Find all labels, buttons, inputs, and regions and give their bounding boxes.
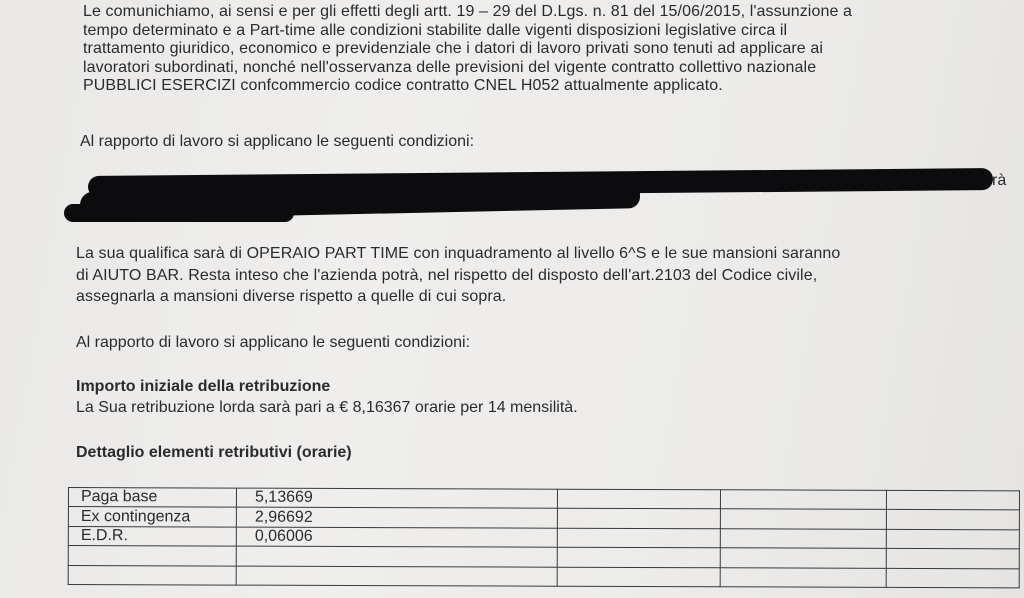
- redaction-mark: [64, 204, 294, 222]
- table-cell-label: E.D.R.: [68, 526, 236, 546]
- qualifica-line: assegnarla a mansioni diverse rispetto a quelle di cui sopra.: [76, 288, 507, 305]
- qualifica-paragraph: [76, 243, 1008, 308]
- table-cell-label: Paga base: [68, 488, 236, 508]
- intro-paragraph: [83, 3, 1006, 96]
- qualifica-line: di AIUTO BAR. Resta inteso che l'azienda potrà, nel rispetto del disposto dell'art.2103 del Codice civile,: [76, 266, 818, 284]
- table-cell-value: 2,96692: [236, 507, 557, 528]
- table-cell-value: [236, 546, 557, 567]
- table-cell: [557, 547, 720, 567]
- conditions-intro-text: Al rapporto di lavoro si applicano le seguenti condizioni:: [76, 334, 471, 351]
- table-cell: [720, 490, 886, 510]
- table-cell: [557, 567, 720, 587]
- table-cell-value: 0,06006: [236, 527, 557, 548]
- table-cell: [886, 490, 1019, 510]
- table-cell: [557, 528, 720, 548]
- table-cell: [720, 567, 886, 587]
- dettaglio-heading: Dettaglio elementi retributivi (orarie): [76, 444, 352, 461]
- retribuzione-text: La Sua retribuzione lorda sarà pari a € 8,16367 orarie per 14 mensilità.: [76, 399, 578, 416]
- intro-line: trattamento giuridico, economico e previdenziale che i datori di lavoro privati sono tenuti ad applicare ai: [83, 40, 823, 58]
- table-cell: [557, 509, 720, 529]
- retribuzione-heading: Importo iniziale della retribuzione: [76, 378, 331, 395]
- table-cell-label: [68, 546, 236, 566]
- table-cell-value: [236, 566, 557, 587]
- intro-line: Le comunichiamo, ai sensi e per gli effetti degli artt. 19 – 29 del D.Lgs. n. 81 del 15/06/2015, l'assunzione a: [83, 3, 853, 20]
- table-cell-label: [68, 565, 236, 585]
- qualifica-line: La sua qualifica sarà di OPERAIO PART TIME con inquadramento al livello 6^S e le sue mansioni saranno: [76, 245, 841, 262]
- table-cell: [720, 548, 886, 568]
- table-cell: [720, 529, 886, 549]
- intro-line: lavoratori subordinati, nonché nell'osservanza delle previsioni del vigente contratto collettivo nazionale: [83, 58, 817, 76]
- table-cell-value: 5,13669: [236, 488, 557, 509]
- redacted-trailing-text: rà: [992, 172, 1007, 189]
- salary-table: [68, 487, 1020, 588]
- table-cell: [557, 489, 720, 509]
- conditions-intro-text: Al rapporto di lavoro si applicano le seguenti condizioni:: [80, 133, 475, 150]
- table-cell-label: Ex contingenza: [68, 507, 236, 527]
- intro-line: tempo determinato e a Part-time alle condizioni stabilite dalle vigenti disposizioni legislative circa il: [83, 21, 788, 39]
- table-cell: [886, 549, 1019, 569]
- table-cell: [886, 510, 1019, 530]
- intro-line: PUBBLICI ESERCIZI confcommercio codice contratto CNEL H052 attualmente applicato.: [83, 77, 723, 95]
- table-cell: [886, 568, 1019, 588]
- table-cell: [886, 529, 1019, 549]
- table-cell: [720, 509, 886, 529]
- table-row: [68, 565, 1019, 588]
